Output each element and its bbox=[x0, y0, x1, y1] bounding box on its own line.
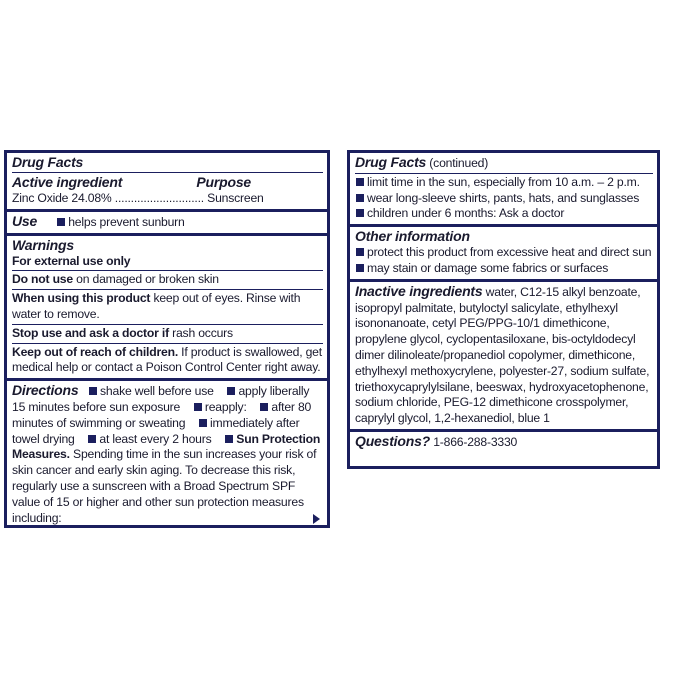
warnings-section bbox=[7, 236, 327, 382]
bullet-square-icon bbox=[227, 387, 235, 395]
other-item: may stain or damage some fabrics or surfaces bbox=[355, 261, 653, 277]
bullet-square-icon bbox=[89, 387, 97, 395]
questions-heading: Questions? bbox=[355, 432, 431, 449]
questions-section bbox=[350, 432, 657, 453]
bullet-square-icon bbox=[199, 419, 207, 427]
purpose-heading: Purpose bbox=[196, 174, 251, 190]
keep-out-of-reach-text: Keep out of reach of children. If product is swallowed, get medical help or contact a Poison Control Center right away. bbox=[12, 344, 322, 375]
stop-use-text: Stop use and ask a doctor if rash occurs bbox=[12, 325, 233, 340]
bullet-square-icon bbox=[356, 209, 364, 217]
continued-label: (continued) bbox=[426, 156, 489, 170]
bullet-square-icon bbox=[260, 403, 268, 411]
bullet-square-icon bbox=[225, 435, 233, 443]
inactive-ingredients-text: water, C12-15 alkyl benzoate, isopropyl palmitate, butyloctyl salicylate, ethylhexyl isononanoate, cetyl PEG/PPG-10/1 dimethicone, propylene glycol, cyclopentasiloxane, bis-octyldodecyl dimer dilinoleate/propanediol copolymer, dimethicone, ethylhexyl methoxycrylene, polyester-27, sodium sulfate, triethoxycaprylylsilane, beeswax, hydroxyacetophenone, sodium chloride, PEG-12 dimethicone crosspolymer, caprylyl glycol, 1,2-hexanediol, blue 1 bbox=[355, 284, 650, 426]
purpose-value: Sunscreen bbox=[207, 191, 264, 205]
external-use-text: For external use only bbox=[12, 253, 131, 268]
use-item: helps prevent sunburn bbox=[68, 214, 185, 229]
directions-section: Directions shake well before use apply liberally 15 minutes before sun exposure reapply: after 80 minutes of swimming or sweating immediately after towel drying at least every 2 hours Sun Protection Measures. Spending time in the sun increases your risk of skin cancer and early skin aging. To decrease this risk, regularly use a sunscreen with a Broad Spectrum SPF value of 15 or higher and other sun protection measures including: bbox=[12, 382, 321, 525]
use-section bbox=[7, 212, 327, 236]
continued-list: limit time in the sun, especially from 10 a.m. – 2 p.m. wear long-sleeve shirts, pants, hats, and sunglasses children under 6 months: Ask a doctor bbox=[355, 175, 653, 222]
drug-facts-title: Drug Facts bbox=[12, 154, 84, 170]
active-ingredient-line bbox=[12, 191, 323, 207]
use-heading: Use bbox=[12, 212, 38, 229]
bullet-square-icon bbox=[356, 264, 364, 272]
inactive-ingredients-heading: Inactive ingredients bbox=[355, 282, 483, 299]
other-item: protect this product from excessive heat and direct sun bbox=[355, 245, 653, 261]
drug-facts-panel-left bbox=[4, 150, 330, 528]
bullet-square-icon bbox=[57, 218, 65, 226]
other-information-section bbox=[350, 227, 657, 282]
active-ingredient-heading: Active ingredient bbox=[12, 174, 123, 190]
when-using-text: When using this product keep out of eyes. Rinse with water to remove. bbox=[12, 291, 301, 321]
bullet-square-icon bbox=[194, 403, 202, 411]
other-information-heading: Other information bbox=[355, 228, 470, 245]
bullet-square-icon bbox=[356, 178, 364, 186]
drug-facts-header bbox=[7, 153, 327, 212]
questions-phone: 1-866-288-3330 bbox=[430, 434, 518, 449]
do-not-use-text: Do not use on damaged or broken skin bbox=[12, 272, 219, 287]
bullet-square-icon bbox=[88, 435, 96, 443]
drug-facts-title-continued: Drug Facts bbox=[355, 154, 427, 170]
active-ingredient-value: Zinc Oxide 24.08% ............................ bbox=[12, 191, 204, 205]
continued-section bbox=[350, 153, 657, 227]
inactive-ingredients-section bbox=[350, 282, 657, 432]
continue-arrow-icon bbox=[313, 514, 320, 524]
bullet-square-icon bbox=[356, 248, 364, 256]
drug-facts-panel-right bbox=[347, 150, 660, 469]
directions-heading: Directions bbox=[12, 382, 79, 399]
bullet-square-icon bbox=[356, 194, 364, 202]
active-purpose-heading-row bbox=[12, 174, 323, 191]
warnings-heading: Warnings bbox=[12, 236, 74, 253]
